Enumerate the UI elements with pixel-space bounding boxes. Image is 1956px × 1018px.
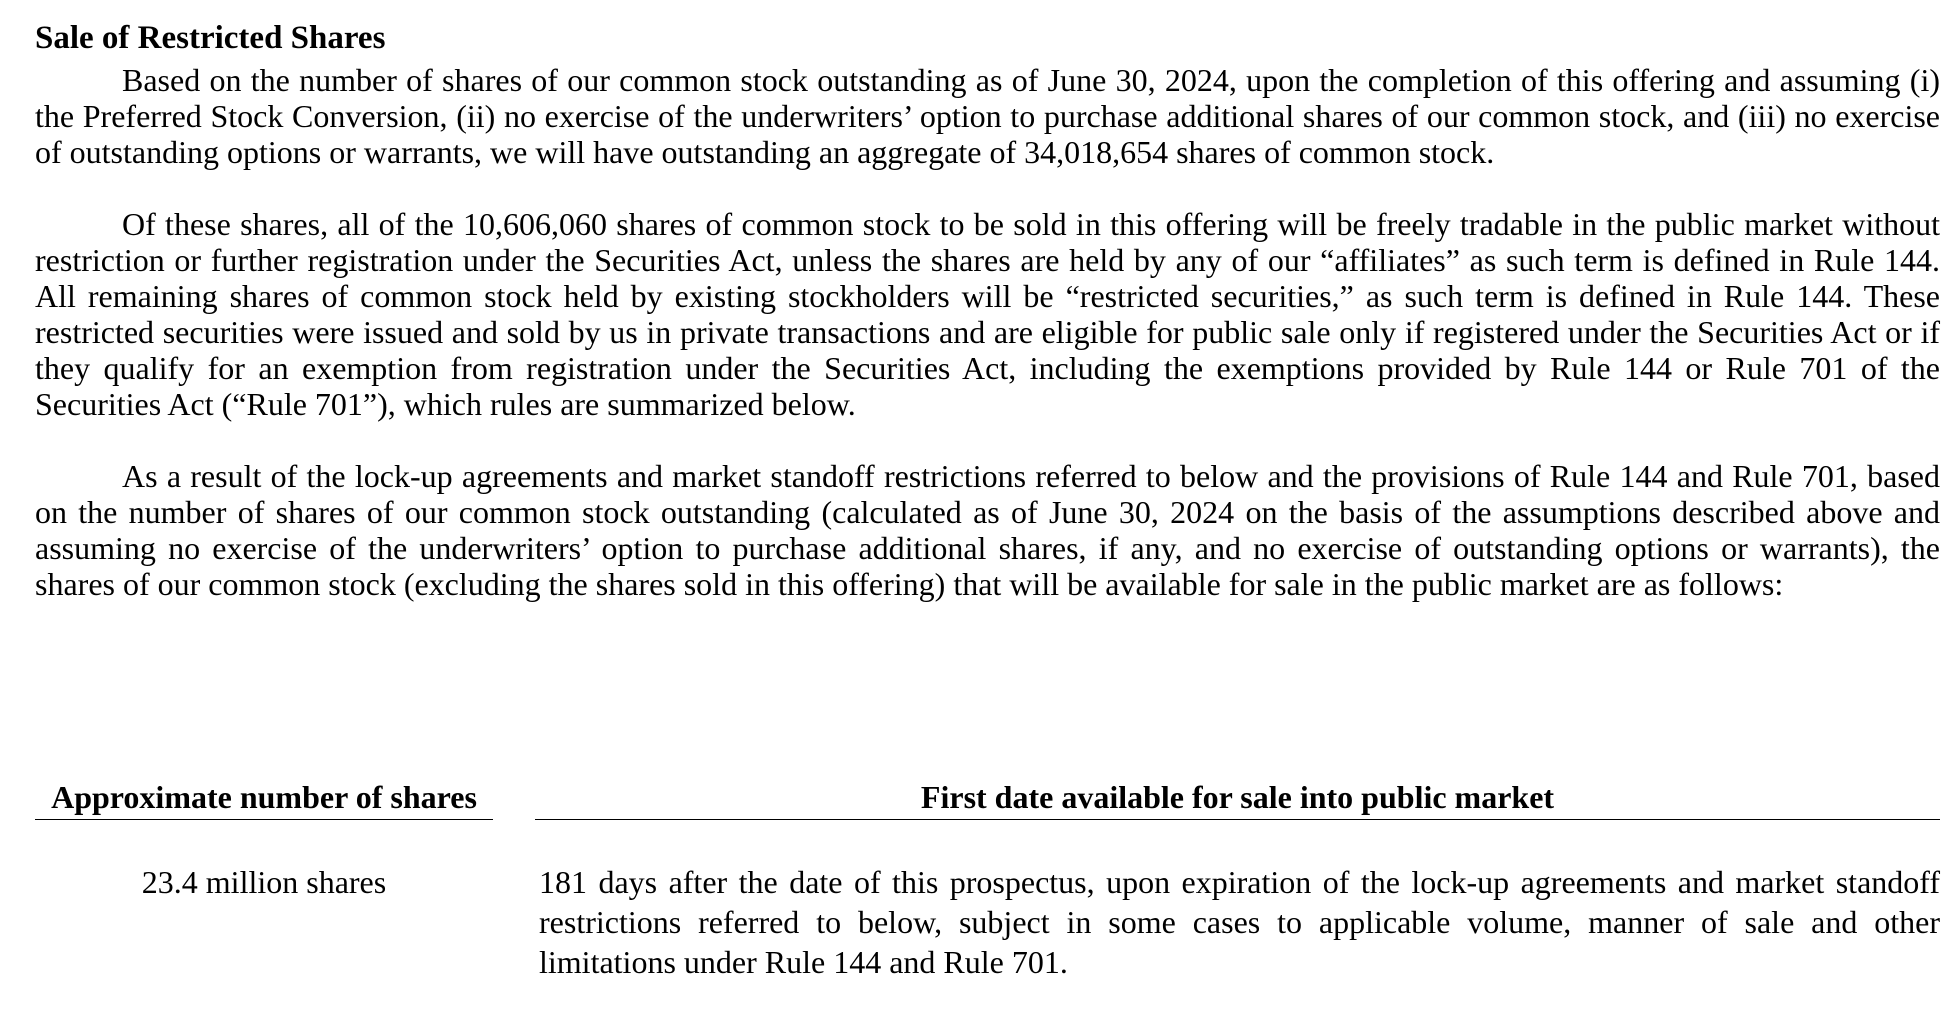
paragraph-lock-up: As a result of the lock-up agreements and market standoff restrictions referred to below and the provisions of Rule 144 and Rule 701, based on the number of shares of our common stock outstanding (calculated as of June 30, 2024 on the basis of the assumptions described above and assuming no exercise of the underwriters’ option to purchase additional shares, if any, and no exercise of outstanding options or warrants), the shares of our common stock (excluding the shares sold in this offering) that will be available for sale in the public market are as follows: bbox=[35, 458, 1940, 602]
table-header-shares: Approximate number of shares bbox=[35, 732, 493, 820]
document-page bbox=[35, 18, 1940, 980]
table-header-date-cell bbox=[535, 732, 1940, 820]
table-cell-date: 181 days after the date of this prospectus, upon expiration of the lock-up agreements and market standoff restrictions referred to below, subject in some cases to applicable volume, manner of sale and other limitations under Rule 144 and Rule 701. bbox=[539, 864, 1940, 980]
paragraph-restricted-securities: Of these shares, all of the 10,606,060 shares of common stock to be sold in this offering will be freely tradable in the public market without restriction or further registration under the Securities Act, unless the shares are held by any of our “affiliates” as such term is defined in Rule 144. All remaining shares of common stock held by existing stockholders will be “restricted securities,” as such term is defined in Rule 144. These restricted securities were issued and sold by us in private transactions and are eligible for public sale only if registered under the Securities Act or if they qualify for an exemption from registration under the Securities Act, including the exemptions provided by Rule 144 or Rule 701 of the Securities Act (“Rule 701”), which rules are summarized below. bbox=[35, 206, 1940, 422]
table-header-date: First date available for sale into public market bbox=[535, 732, 1940, 820]
paragraph-outstanding-shares: Based on the number of shares of our common stock outstanding as of June 30, 2024, upon the completion of this offering and assuming (i) the Preferred Stock Conversion, (ii) no exercise of the underwriters’ option to purchase additional shares of our common stock, and (iii) no exercise of outstanding options or warrants, we will have outstanding an aggregate of 34,018,654 shares of common stock. bbox=[35, 62, 1940, 170]
table-header-shares-cell bbox=[35, 732, 493, 820]
section-heading: Sale of Restricted Shares bbox=[35, 20, 386, 56]
table-cell-shares: 23.4 million shares bbox=[141, 864, 387, 900]
